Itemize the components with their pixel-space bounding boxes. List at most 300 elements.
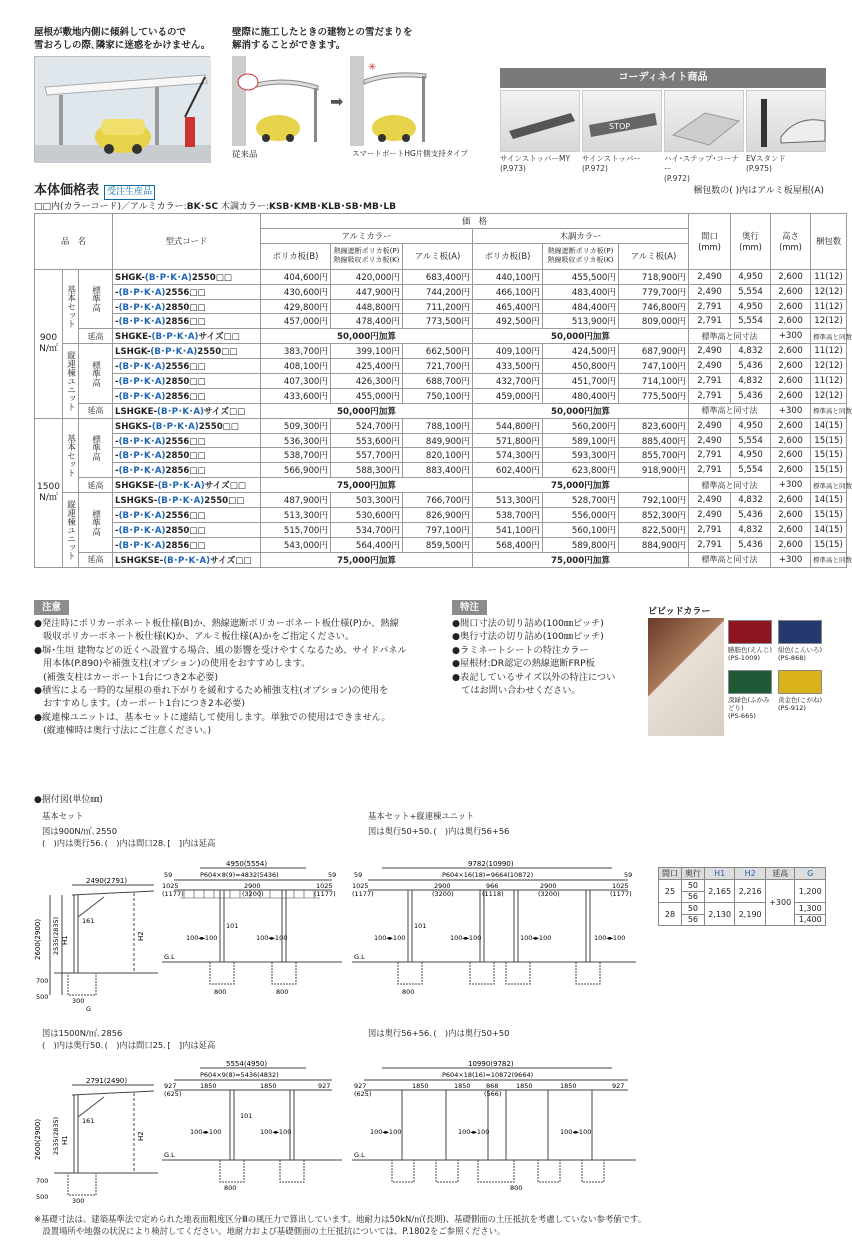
price-row — [35, 314, 847, 329]
front1-dim-rp: (1177) — [314, 890, 336, 898]
fig3-caption-b: ( )内は奥行50､( )内は間口25､[ ]内は延高 — [42, 1040, 216, 1050]
price-cell: 788,100円 — [403, 418, 473, 433]
price-cell: 773,500円 — [403, 314, 473, 329]
spec-cell: 2,791 — [689, 299, 731, 314]
caption-slope: 屋根が敷地内側に傾斜しているので 雪おろしの際､隣家に迷惑をかけません。 — [34, 27, 211, 51]
price-row — [35, 433, 847, 448]
price-row — [35, 522, 847, 537]
svg-text:101: 101 — [414, 922, 427, 930]
th-poly-w: ポリカ板(B) — [473, 243, 543, 269]
price-cell: 560,100円 — [543, 522, 619, 537]
front-view-2 — [350, 858, 640, 1003]
price-cell: 883,400円 — [403, 463, 473, 478]
price-cell: 556,000円 — [543, 508, 619, 523]
model-code: SHGK-(B･P･K･A)2550□□ — [113, 269, 261, 284]
svg-text:1850: 1850 — [560, 1082, 577, 1090]
spec-cell: 2,490 — [689, 284, 731, 299]
spec-cell: 11(12) — [811, 269, 847, 284]
svg-text:100◂▸100: 100◂▸100 — [260, 1128, 292, 1136]
svg-text:H2: H2 — [137, 931, 145, 941]
front2-edge-l: 59 — [354, 871, 363, 879]
price-cell: 450,800円 — [543, 359, 619, 374]
spec-cell: 15(15) — [811, 508, 847, 523]
front3-total: 5554(4950) — [226, 1060, 268, 1068]
price-cell: 589,800円 — [543, 537, 619, 552]
fig1-caption-a: 図は900N/㎡､2550 — [42, 826, 117, 836]
spec-cell: 4,950 — [731, 448, 771, 463]
ext-height: +300 — [771, 552, 811, 567]
kihon-title: 基本セット — [42, 811, 84, 821]
side2-width: 2791(2490) — [86, 1077, 128, 1085]
swatch-enji — [728, 620, 772, 644]
spec-cell: 2,600 — [771, 314, 811, 329]
front2-dim-c: 2900 — [540, 882, 557, 890]
price-cell: 513,900円 — [543, 314, 619, 329]
spec-cell: 2,791 — [689, 537, 731, 552]
price-cell: 429,800円 — [261, 299, 331, 314]
front1-dim-r: 1025 — [316, 882, 333, 890]
chui-header: 注意 — [34, 600, 69, 615]
model-code: -(B･P･K･A)2850□□ — [113, 522, 261, 537]
front4-dim-ap: (625) — [354, 1090, 372, 1098]
price-cell: 541,100円 — [473, 522, 543, 537]
spec-cell: 2,490 — [689, 508, 731, 523]
front2-dim-ap: (3200) — [432, 890, 454, 898]
price-cell: 432,700円 — [473, 374, 543, 389]
price-cell: 478,400円 — [331, 314, 403, 329]
label-smartport: スマートポートHG片側支持タイプ — [352, 149, 468, 158]
price-cell: 480,400円 — [543, 388, 619, 403]
price-cell: 746,800円 — [619, 299, 689, 314]
model-code: SHGKSE-(B･P･K･A)サイズ□□ — [113, 478, 261, 493]
svg-text:100◂▸100: 100◂▸100 — [190, 1128, 222, 1136]
price-cell: 797,100円 — [403, 522, 473, 537]
front1-post-dim: 101 — [226, 922, 239, 930]
svg-text:1850: 1850 — [454, 1082, 471, 1090]
addon-wood: 50,000円加算 — [473, 403, 689, 418]
price-cell: 483,400円 — [543, 284, 619, 299]
side-view-1 — [34, 875, 164, 1013]
th-code: 型式コード — [113, 214, 261, 270]
svg-text:100◂▸100: 100◂▸100 — [594, 934, 626, 942]
spec-cell: 2,490 — [689, 418, 731, 433]
price-cell: 779,700円 — [619, 284, 689, 299]
drawings-title: ●据付図(単位㎜) — [34, 795, 103, 805]
model-code: -(B･P･K･A)2856□□ — [113, 537, 261, 552]
footer-note: ※基礎寸法は、建築基準法で定められた地表面粗度区分Ⅲの風圧力で算出しています。地耐力は50kN/㎡(長期)、基礎側面の土圧抵抗を考慮していない参考値です。 設置場所や地盤の状況により検討してください。地耐力および基礎側面の土圧抵抗については、P.1802をご参照ください。 — [34, 1214, 647, 1236]
spec-cell: 2,600 — [771, 537, 811, 552]
swatch-kon — [778, 620, 822, 644]
price-cell: 822,500円 — [619, 522, 689, 537]
price-cell: 447,900円 — [331, 284, 403, 299]
front2-dim-l: 1025 — [352, 882, 369, 890]
svg-text:100◂▸100: 100◂▸100 — [186, 934, 218, 942]
price-cell: 440,100円 — [473, 269, 543, 284]
svg-text:800: 800 — [402, 988, 415, 996]
th-okuyuki: 奥行 (mm) — [731, 214, 771, 270]
th-heat-w: 熱線遮断ポリカ板(P) 熱線吸収ポリカ板(K) — [543, 243, 619, 269]
front2-dim-lp: (1177) — [352, 890, 374, 898]
front1-edge-l: 59 — [164, 871, 173, 879]
renkei-title: 基本セット+縦連棟ユニット — [368, 811, 475, 821]
price-row — [35, 478, 847, 493]
addon-wood: 75,000円加算 — [473, 552, 689, 567]
coord-thumb-2 — [582, 90, 662, 152]
svg-text:161: 161 — [82, 917, 95, 925]
color-code-note: □□内(カラーコード)／アルミカラー:BK･SC 木調カラー:KSB･KMB･KLB･SB･MB･LB — [34, 202, 396, 212]
front2-gl: G.L — [354, 953, 365, 961]
price-cell: 424,500円 — [543, 344, 619, 359]
spec-cell: 15(15) — [811, 433, 847, 448]
svg-text:100◂▸100: 100◂▸100 — [520, 934, 552, 942]
model-code: LSHGK-(B･P･K･A)2550□□ — [113, 344, 261, 359]
spec-cell: 4,832 — [731, 522, 771, 537]
height-type-std: 標準高 — [79, 344, 113, 404]
price-cell: 568,400円 — [473, 537, 543, 552]
vivid-title: ビビッドカラー — [648, 607, 711, 617]
front2-dim-a: 2900 — [434, 882, 451, 890]
price-cell: 711,200円 — [403, 299, 473, 314]
spec-cell: 14(15) — [811, 493, 847, 508]
height-type-ext: 延高 — [79, 403, 113, 418]
coord-thumb-1 — [500, 90, 580, 152]
svg-text:100◂▸100: 100◂▸100 — [560, 1128, 592, 1136]
spec-cell: 2,600 — [771, 522, 811, 537]
th-al-a: アルミ板(A) — [403, 243, 473, 269]
fig1-caption-b: ( )内は奥行56､( )内は間口28､[ ]内は延高 — [42, 838, 216, 848]
price-row — [35, 269, 847, 284]
addon-wood: 75,000円加算 — [473, 478, 689, 493]
ext-height: +300 — [771, 403, 811, 418]
svg-text:2600(2900): 2600(2900) — [34, 1118, 42, 1160]
price-cell: 484,400円 — [543, 299, 619, 314]
svg-text:2535(2835): 2535(2835) — [52, 1116, 60, 1155]
svg-text:100◂▸100: 100◂▸100 — [458, 1128, 490, 1136]
coordinate-header: コーディネイト商品 — [500, 68, 826, 88]
front2-dim-cp: (3200) — [538, 890, 560, 898]
spec-cell: 2,600 — [771, 374, 811, 389]
price-row — [35, 418, 847, 433]
price-cell: 534,700円 — [331, 522, 403, 537]
price-row — [35, 359, 847, 374]
svg-text:1850: 1850 — [412, 1082, 429, 1090]
price-cell: 433,500円 — [473, 359, 543, 374]
spec-cell: 5,554 — [731, 314, 771, 329]
spec-cell: 12(12) — [811, 388, 847, 403]
svg-text:500: 500 — [36, 1193, 49, 1201]
price-cell: 588,300円 — [331, 463, 403, 478]
spec-cell: 2,600 — [771, 433, 811, 448]
th-pack: 梱包数 — [811, 214, 847, 270]
front1-base-r: 800 — [276, 988, 289, 996]
vivid-photo — [648, 618, 724, 736]
front2-dim-r: 1025 — [612, 882, 629, 890]
pack-same: 標準高と同数 — [811, 552, 847, 567]
price-cell: 538,700円 — [473, 508, 543, 523]
pack-same: 標準高と同数 — [811, 478, 847, 493]
model-code: -(B･P･K･A)2850□□ — [113, 299, 261, 314]
price-row — [35, 374, 847, 389]
th-al-w: アルミ板(A) — [619, 243, 689, 269]
spec-cell: 12(12) — [811, 284, 847, 299]
model-code: -(B･P･K･A)2556□□ — [113, 359, 261, 374]
spec-cell: 5,436 — [731, 537, 771, 552]
spec-cell: 12(12) — [811, 314, 847, 329]
price-cell: 409,100円 — [473, 344, 543, 359]
model-code: -(B･P･K･A)2556□□ — [113, 284, 261, 299]
price-cell: 809,000円 — [619, 314, 689, 329]
price-cell: 718,900円 — [619, 269, 689, 284]
price-cell: 448,800円 — [331, 299, 403, 314]
price-cell: 457,000円 — [261, 314, 331, 329]
price-cell: 487,900円 — [261, 493, 331, 508]
spec-cell: 2,791 — [689, 522, 731, 537]
price-cell: 557,700円 — [331, 448, 403, 463]
svg-text:G.L: G.L — [354, 1151, 365, 1159]
front3-dim-c: 927 — [318, 1082, 331, 1090]
spec-cell: 4,832 — [731, 493, 771, 508]
photo-snow-removal — [34, 56, 210, 162]
price-cell: 466,100円 — [473, 284, 543, 299]
tokuchu-notes: ●間口寸法の切り詰め(100㎜ピッチ) ●奥行寸法の切り詰め(100㎜ピッチ) ●ラミネートシートの特注カラー ●屋根材:DR認定の熱線遮断FRP板 ●表記しているサイズ以外の特注につい てはお問い合わせください。 — [452, 618, 616, 697]
model-code: LSHGKE-(B･P･K･A)サイズ□□ — [113, 403, 261, 418]
spec-cell: 2,600 — [771, 508, 811, 523]
size-same: 標準高と同寸法 — [689, 552, 771, 567]
price-cell: 823,600円 — [619, 418, 689, 433]
spec-cell: 2,600 — [771, 284, 811, 299]
set-type-label: 縦連棟ユニット — [63, 493, 79, 567]
front1-base-l: 800 — [214, 988, 227, 996]
ext-height: +300 — [771, 329, 811, 344]
ext-height: +300 — [771, 478, 811, 493]
spec-cell: 5,554 — [731, 463, 771, 478]
coord-label-4: EVスタンド (P.975) — [746, 154, 786, 173]
model-code: -(B･P･K･A)2556□□ — [113, 433, 261, 448]
spec-cell: 5,436 — [731, 508, 771, 523]
pack-same: 標準高と同数 — [811, 329, 847, 344]
front1-dim-l: 1025 — [162, 882, 179, 890]
spec-cell: 2,791 — [689, 374, 731, 389]
price-title-row — [34, 179, 155, 200]
price-cell: 404,600円 — [261, 269, 331, 284]
price-cell: 408,100円 — [261, 359, 331, 374]
price-cell: 721,700円 — [403, 359, 473, 374]
addon-alumi: 50,000円加算 — [261, 329, 473, 344]
price-cell: 750,100円 — [403, 388, 473, 403]
spec-cell: 5,554 — [731, 284, 771, 299]
svg-text:161: 161 — [82, 1117, 95, 1125]
price-cell: 513,300円 — [473, 493, 543, 508]
size-same: 標準高と同寸法 — [689, 478, 771, 493]
price-cell: 553,600円 — [331, 433, 403, 448]
swatch-kogane — [778, 670, 822, 694]
side-view-2 — [34, 1075, 164, 1205]
coord-label-3: ハイ･ステップ･コーナー (P.972) — [664, 154, 739, 183]
model-code: LSHGKSE-(B･P･K･A)サイズ□□ — [113, 552, 261, 567]
model-code: SHGKE-(B･P･K･A)サイズ□□ — [113, 329, 261, 344]
model-code: -(B･P･K･A)2556□□ — [113, 508, 261, 523]
price-cell: 775,500円 — [619, 388, 689, 403]
price-cell: 593,300円 — [543, 448, 619, 463]
price-row — [35, 284, 847, 299]
price-row — [35, 508, 847, 523]
fig2-caption: 図は奥行50+50､( )内は奥行56+56 — [368, 826, 510, 836]
addon-alumi: 50,000円加算 — [261, 403, 473, 418]
th-takasa: 高さ (mm) — [771, 214, 811, 270]
front-view-4 — [350, 1058, 640, 1193]
front4-dim-c: 868 — [486, 1082, 499, 1090]
price-cell: 536,300円 — [261, 433, 331, 448]
spec-cell: 15(15) — [811, 537, 847, 552]
front1-dim-lp: (1177) — [162, 890, 184, 898]
model-code: LSHGKS-(B･P･K･A)2550□□ — [113, 493, 261, 508]
front4-dim-a: 927 — [354, 1082, 367, 1090]
th-hinmei: 品 名 — [35, 214, 113, 270]
model-code: SHGKS-(B･P･K･A)2550□□ — [113, 418, 261, 433]
front2-dim-b: 966 — [486, 882, 499, 890]
price-cell: 589,100円 — [543, 433, 619, 448]
price-cell: 455,500円 — [543, 269, 619, 284]
price-cell: 560,200円 — [543, 418, 619, 433]
th-maguchi: 間口 (mm) — [689, 214, 731, 270]
price-row — [35, 299, 847, 314]
spec-cell: 5,436 — [731, 359, 771, 374]
price-cell: 465,400円 — [473, 299, 543, 314]
price-cell: 399,100円 — [331, 344, 403, 359]
tokuchu-header: 特注 — [452, 600, 487, 615]
price-cell: 492,500円 — [473, 314, 543, 329]
spec-cell: 2,600 — [771, 493, 811, 508]
front2-edge-r: 59 — [624, 871, 633, 879]
size-same: 標準高と同寸法 — [689, 403, 771, 418]
model-code: -(B･P･K･A)2856□□ — [113, 463, 261, 478]
made-to-order-badge: 受注生産品 — [104, 185, 155, 200]
height-type-ext: 延高 — [79, 478, 113, 493]
front1-edge-r: 59 — [328, 871, 337, 879]
spec-cell: 2,490 — [689, 344, 731, 359]
spec-cell: 14(15) — [811, 418, 847, 433]
svg-text:927: 927 — [612, 1082, 625, 1090]
coord-label-2: サインストッパー (P.972) — [582, 154, 642, 173]
set-type-label: 基本セット — [63, 418, 79, 492]
chui-notes: ●発注時にポリカーボネート板仕様(B)か、熱線遮断ポリカーボネート板仕様(P)か、熱線 吸収ポリカーボネート板仕様(K)か、アルミ板仕様(A)かをご指定ください。 ●塀･生垣 建物などの近くへ設置する場合、風の影響を受けやすくなるため、サイドパネル 用本体(P.890)や補強支柱(オプション)の使用をおすすめします。 (補強支柱はカーポート1台につき2本必要) ●積雪による一時的な屋根の垂れ下がりを緩和するため補強支柱(オプション)の使用を おすすめします。(カーポート1台につき2本必要) ●縦連棟ユニットは、基本セットに連結して使用します。単独での使用はできません。 (縦連棟時は奥行寸法にご注意ください。) — [34, 618, 407, 737]
coord-label-1: サインストッパーMY (P.973) — [500, 154, 571, 173]
spec-cell: 2,791 — [689, 463, 731, 478]
pack-same: 標準高と同数 — [811, 403, 847, 418]
pack-note: 梱包数の( )内はアルミ板屋根(A) — [693, 186, 824, 196]
spec-cell: 4,950 — [731, 299, 771, 314]
price-cell: 566,900円 — [261, 463, 331, 478]
price-row — [35, 448, 847, 463]
coord-thumb-4 — [746, 90, 826, 152]
height-type-ext: 延高 — [79, 329, 113, 344]
svg-text:300: 300 — [72, 997, 85, 1005]
front2-total: 9782(10990) — [468, 860, 514, 868]
th-poly-a: ポリカ板(B) — [261, 243, 331, 269]
height-type-std: 標準高 — [79, 269, 113, 329]
fig4-caption: 図は奥行56+56､( )内は奥行50+50 — [368, 1028, 510, 1038]
spec-cell: 11(12) — [811, 374, 847, 389]
spec-cell: 2,490 — [689, 493, 731, 508]
price-cell: 538,700円 — [261, 448, 331, 463]
price-cell: 688,700円 — [403, 374, 473, 389]
price-cell: 826,900円 — [403, 508, 473, 523]
price-cell: 852,300円 — [619, 508, 689, 523]
svg-text:1850: 1850 — [516, 1082, 533, 1090]
svg-text:2490(2791): 2490(2791) — [86, 877, 128, 885]
price-cell: 885,400円 — [619, 433, 689, 448]
size-same: 標準高と同寸法 — [689, 329, 771, 344]
spec-cell: 2,600 — [771, 359, 811, 374]
price-cell: 455,000円 — [331, 388, 403, 403]
spec-cell: 11(12) — [811, 299, 847, 314]
price-cell: 528,700円 — [543, 493, 619, 508]
swatch-fukamidori — [728, 670, 772, 694]
price-cell: 747,100円 — [619, 359, 689, 374]
spec-cell: 4,950 — [731, 269, 771, 284]
svg-text:101: 101 — [240, 1112, 253, 1120]
price-cell: 515,700円 — [261, 522, 331, 537]
price-cell: 714,100円 — [619, 374, 689, 389]
spec-cell: 2,791 — [689, 448, 731, 463]
price-cell: 859,500円 — [403, 537, 473, 552]
price-cell: 509,300円 — [261, 418, 331, 433]
front4-pitch: P604×18(16)=10872(9664) — [442, 1071, 534, 1079]
price-table — [34, 213, 852, 568]
price-cell: 683,400円 — [403, 269, 473, 284]
price-cell: 744,200円 — [403, 284, 473, 299]
spec-cell: 4,832 — [731, 344, 771, 359]
price-cell: 430,600円 — [261, 284, 331, 299]
price-row — [35, 493, 847, 508]
price-cell: 513,300円 — [261, 508, 331, 523]
svg-text:300: 300 — [72, 1197, 85, 1205]
model-code: -(B･P･K･A)2856□□ — [113, 314, 261, 329]
addon-alumi: 75,000円加算 — [261, 478, 473, 493]
price-row — [35, 552, 847, 567]
spec-cell: 2,600 — [771, 299, 811, 314]
price-cell: 884,900円 — [619, 537, 689, 552]
load-group-label: 900 N/㎡ — [35, 269, 63, 418]
price-cell: 564,400円 — [331, 537, 403, 552]
price-cell: 544,800円 — [473, 418, 543, 433]
svg-text:2600(2900): 2600(2900) — [34, 918, 42, 960]
svg-text:G.L: G.L — [164, 1151, 175, 1159]
front1-dim-mp: (3200) — [242, 890, 264, 898]
price-cell: 662,500円 — [403, 344, 473, 359]
price-cell: 530,600円 — [331, 508, 403, 523]
height-type-ext: 延高 — [79, 552, 113, 567]
spec-cell: 5,554 — [731, 433, 771, 448]
spec-cell: 15(15) — [811, 463, 847, 478]
front3-pitch: P604×9(8)=5436(4832) — [200, 1071, 279, 1079]
svg-text:G: G — [86, 1005, 92, 1013]
price-cell: 383,700円 — [261, 344, 331, 359]
price-title: 本体価格表 — [34, 183, 100, 198]
th-kakaku: 価 格 — [261, 214, 689, 229]
th-heat-a: 熱線遮断ポリカ板(P) 熱線吸収ポリカ板(K) — [331, 243, 403, 269]
price-cell: 503,300円 — [331, 493, 403, 508]
illustration-smartport — [350, 56, 440, 146]
price-cell: 792,100円 — [619, 493, 689, 508]
caption-wall: 壁際に施工したときの建物との雪だまりを 解消することができます。 — [232, 27, 413, 51]
svg-text:700: 700 — [36, 1177, 49, 1185]
front2-dim-bp: (1118) — [482, 890, 504, 898]
addon-wood: 50,000円加算 — [473, 329, 689, 344]
front2-dim-rp: (1177) — [610, 890, 632, 898]
label-conventional: 従来品 — [232, 150, 258, 160]
swatch-label-1: 臙脂色(えんじ) (PS-1009) — [728, 646, 773, 662]
